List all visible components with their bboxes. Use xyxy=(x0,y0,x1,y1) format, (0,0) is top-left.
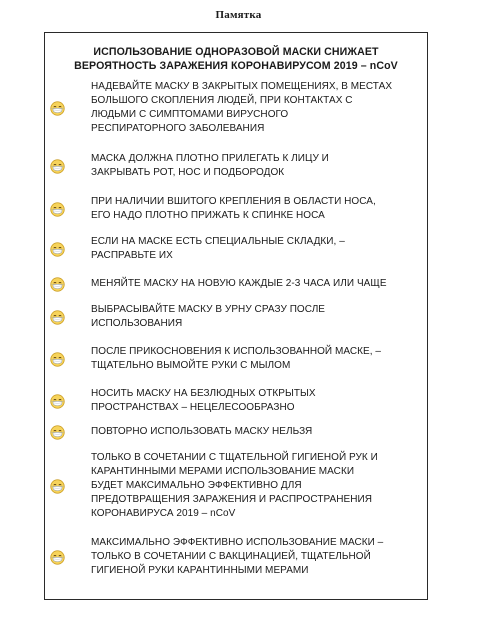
rule-text xyxy=(91,152,329,180)
memo-title-line: ИСПОЛЬЗОВАНИЕ ОДНОРАЗОВОЙ МАСКИ СНИЖАЕТ xyxy=(93,46,379,58)
rule-text-line: НАДЕВАЙТЕ МАСКУ В ЗАКРЫТЫХ ПОМЕЩЕНИЯХ, В МЕСТАХ xyxy=(91,81,393,92)
rule-text-line: РЕСПИРАТОРНОГО ЗАБОЛЕВАНИЯ xyxy=(91,123,265,134)
mask-face-icon xyxy=(50,159,65,174)
rule-text-line: БУДЕТ МАКСИМАЛЬНО ЭФФЕКТИВНО ДЛЯ xyxy=(91,480,302,491)
rule-text-line: ИСПОЛЬЗОВАНИЯ xyxy=(91,318,183,329)
rule-item xyxy=(91,387,427,415)
mask-face-icon xyxy=(50,394,65,409)
rule-item xyxy=(91,195,427,223)
rule-text-line: ТЩАТЕЛЬНО ВЫМОЙТЕ РУКИ С МЫЛОМ xyxy=(91,360,291,371)
rule-text-line: ПРЕДОТВРАЩЕНИЯ ЗАРАЖЕНИЯ И РАСПРОСТРАНЕНИЯ xyxy=(91,494,373,505)
rule-text-line: ЕСЛИ НА МАСКЕ ЕСТЬ СПЕЦИАЛЬНЫЕ СКЛАДКИ, – xyxy=(91,236,345,247)
mask-face-icon xyxy=(50,550,65,565)
rule-item xyxy=(91,277,427,291)
rule-text xyxy=(91,195,376,223)
rule-text-line: ПОСЛЕ ПРИКОСНОВЕНИЯ К ИСПОЛЬЗОВАННОЙ МАСКЕ, – xyxy=(91,346,382,357)
rule-text-line: МАКСИМАЛЬНО ЭФФЕКТИВНО ИСПОЛЬЗОВАНИЕ МАСКИ – xyxy=(91,537,384,548)
rule-item xyxy=(91,536,427,578)
rule-text-line: РАСПРАВЬТЕ ИХ xyxy=(91,250,173,261)
rule-text-line: ПОВТОРНО ИСПОЛЬЗОВАТЬ МАСКУ НЕЛЬЗЯ xyxy=(91,426,313,437)
rule-text xyxy=(91,345,381,373)
rule-text-line: МЕНЯЙТЕ МАСКУ НА НОВУЮ КАЖДЫЕ 2-3 ЧАСА ИЛИ ЧАЩЕ xyxy=(91,278,387,289)
mask-face-icon xyxy=(50,202,65,217)
rule-text-line: ЗАКРЫВАТЬ РОТ, НОС И ПОДБОРОДОК xyxy=(91,167,285,178)
memo-title-line: ВЕРОЯТНОСТЬ ЗАРАЖЕНИЯ КОРОНАВИРУСОМ 2019 – nCoV xyxy=(74,60,398,72)
rule-text-line: НОСИТЬ МАСКУ НА БЕЗЛЮДНЫХ ОТКРЫТЫХ xyxy=(91,388,316,399)
rule-text-line: ЕГО НАДО ПЛОТНО ПРИЖАТЬ К СПИНКЕ НОСА xyxy=(91,210,325,221)
rule-item xyxy=(91,235,427,263)
mask-face-icon xyxy=(50,242,65,257)
rule-text-line: ПРИ НАЛИЧИИ ВШИТОГО КРЕПЛЕНИЯ В ОБЛАСТИ НОСА, xyxy=(91,196,376,207)
rule-text-line: ПРОСТРАНСТВАХ – НЕЦЕЛЕСООБРАЗНО xyxy=(91,402,295,413)
rule-text xyxy=(91,277,387,291)
rule-text xyxy=(91,235,345,263)
rule-text xyxy=(91,303,325,331)
rule-text xyxy=(91,451,378,521)
memo-title xyxy=(45,45,427,73)
mask-face-icon xyxy=(50,310,65,325)
rule-text-line: КАРАНТИННЫМИ МЕРАМИ ИСПОЛЬЗОВАНИЕ МАСКИ xyxy=(91,466,355,477)
rule-text-line: ТОЛЬКО В СОЧЕТАНИИ С ВАКЦИНАЦИЕЙ, ТЩАТЕЛЬНОЙ xyxy=(91,551,371,562)
rule-text-line: ТОЛЬКО В СОЧЕТАНИИ С ТЩАТЕЛЬНОЙ ГИГИЕНОЙ РУК И xyxy=(91,452,378,463)
rule-text-line: ГИГИЕНОЙ РУКИ КАРАНТИННЫМИ МЕРАМИ xyxy=(91,565,309,576)
mask-face-icon xyxy=(50,277,65,292)
memo-frame xyxy=(44,32,428,600)
rule-item xyxy=(91,345,427,373)
mask-face-icon xyxy=(50,479,65,494)
rule-text-line: КОРОНАВИРУСА 2019 – nCoV xyxy=(91,508,236,519)
rule-item xyxy=(91,425,427,439)
mask-face-icon xyxy=(50,101,65,116)
rule-item xyxy=(91,303,427,331)
rule-item xyxy=(91,80,427,136)
mask-face-icon xyxy=(50,425,65,440)
rule-text xyxy=(91,425,312,439)
rule-text-line: ЛЮДЬМИ С СИМПТОМАМИ ВИРУСНОГО xyxy=(91,109,289,120)
rule-text-line: ВЫБРАСЫВАЙТЕ МАСКУ В УРНУ СРАЗУ ПОСЛЕ xyxy=(91,304,326,315)
mask-face-icon xyxy=(50,352,65,367)
page-heading: Памятка xyxy=(215,9,262,21)
rule-item xyxy=(91,152,427,180)
rule-text-line: МАСКА ДОЛЖНА ПЛОТНО ПРИЛЕГАТЬ К ЛИЦУ И xyxy=(91,153,329,164)
rule-text-line: БОЛЬШОГО СКОПЛЕНИЯ ЛЮДЕЙ, ПРИ КОНТАКТАХ С xyxy=(91,95,353,106)
rule-text xyxy=(91,387,316,415)
rule-text xyxy=(91,80,392,136)
rule-item xyxy=(91,451,427,521)
rule-text xyxy=(91,536,383,578)
